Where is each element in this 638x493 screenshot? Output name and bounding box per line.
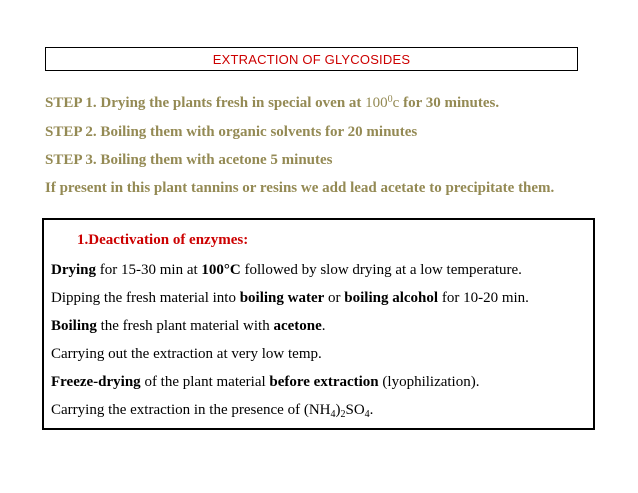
- line-1-bold-2: 100°C: [201, 262, 241, 278]
- line-3-bold-2: acetone: [273, 318, 322, 334]
- line-6-sub-2: 2: [340, 409, 346, 420]
- line-boiling: [51, 318, 326, 335]
- line-5-bold-1: Freeze-drying: [51, 374, 141, 390]
- slide-title: EXTRACTION OF GLYCOSIDES: [212, 51, 411, 67]
- line-5-text-2: (lyophilization).: [378, 374, 480, 390]
- title-box: [45, 47, 578, 71]
- deactivation-heading: 1.Deactivation of enzymes:: [77, 232, 249, 248]
- step-1-temp-unit: c: [392, 95, 400, 111]
- line-1-text-2: followed by slow drying at a low temperature.: [240, 262, 522, 278]
- line-6-text-1: Carrying the extraction in the presence of (NH: [51, 402, 331, 418]
- step-3: STEP 3. Boiling them with acetone 5 minutes: [45, 152, 333, 168]
- line-drying: [51, 262, 522, 279]
- line-1-bold-1: Drying: [51, 262, 96, 278]
- line-3-text-2: .: [321, 318, 326, 334]
- line-6-sub-1: 4: [330, 409, 336, 420]
- line-6-sub-3: 4: [364, 409, 370, 420]
- line-3-bold-1: Boiling: [51, 318, 97, 334]
- line-6-text-2: ): [335, 402, 341, 418]
- step-2: STEP 2. Boiling them with organic solvents for 20 minutes: [45, 124, 418, 140]
- step-1: [45, 95, 499, 112]
- line-dipping: [51, 290, 529, 307]
- step-1-text-b: for 30 minutes.: [399, 95, 500, 111]
- line-6-text-3: SO: [345, 402, 365, 418]
- line-low-temp: Carrying out the extraction at very low temp.: [51, 346, 322, 362]
- step-1-temp-number: 100: [365, 95, 388, 111]
- step-1-text-a: STEP 1. Drying the plants fresh in special oven at: [45, 95, 366, 111]
- line-2-text-2: or: [324, 290, 345, 306]
- line-6-text-4: .: [369, 402, 374, 418]
- line-freeze-drying: [51, 374, 479, 391]
- note-paragraph: If present in this plant tannins or resins we add lead acetate to precipitate them.: [45, 180, 555, 196]
- line-3-text-1: the fresh plant material with: [96, 318, 274, 334]
- line-2-text-1: Dipping the fresh material into: [51, 290, 240, 306]
- line-5-text-1: of the plant material: [140, 374, 270, 390]
- line-2-bold-2: boiling alcohol: [344, 290, 439, 306]
- line-2-bold-1: boiling water: [239, 290, 325, 306]
- step-1-temp-superscript: 0: [387, 94, 393, 105]
- line-2-text-3: for 10-20 min.: [438, 290, 529, 306]
- line-ammonium-sulfate: [51, 402, 373, 419]
- line-1-text-1: for 15-30 min at: [96, 262, 202, 278]
- line-5-bold-2: before extraction: [269, 374, 379, 390]
- deactivation-box: [42, 218, 595, 430]
